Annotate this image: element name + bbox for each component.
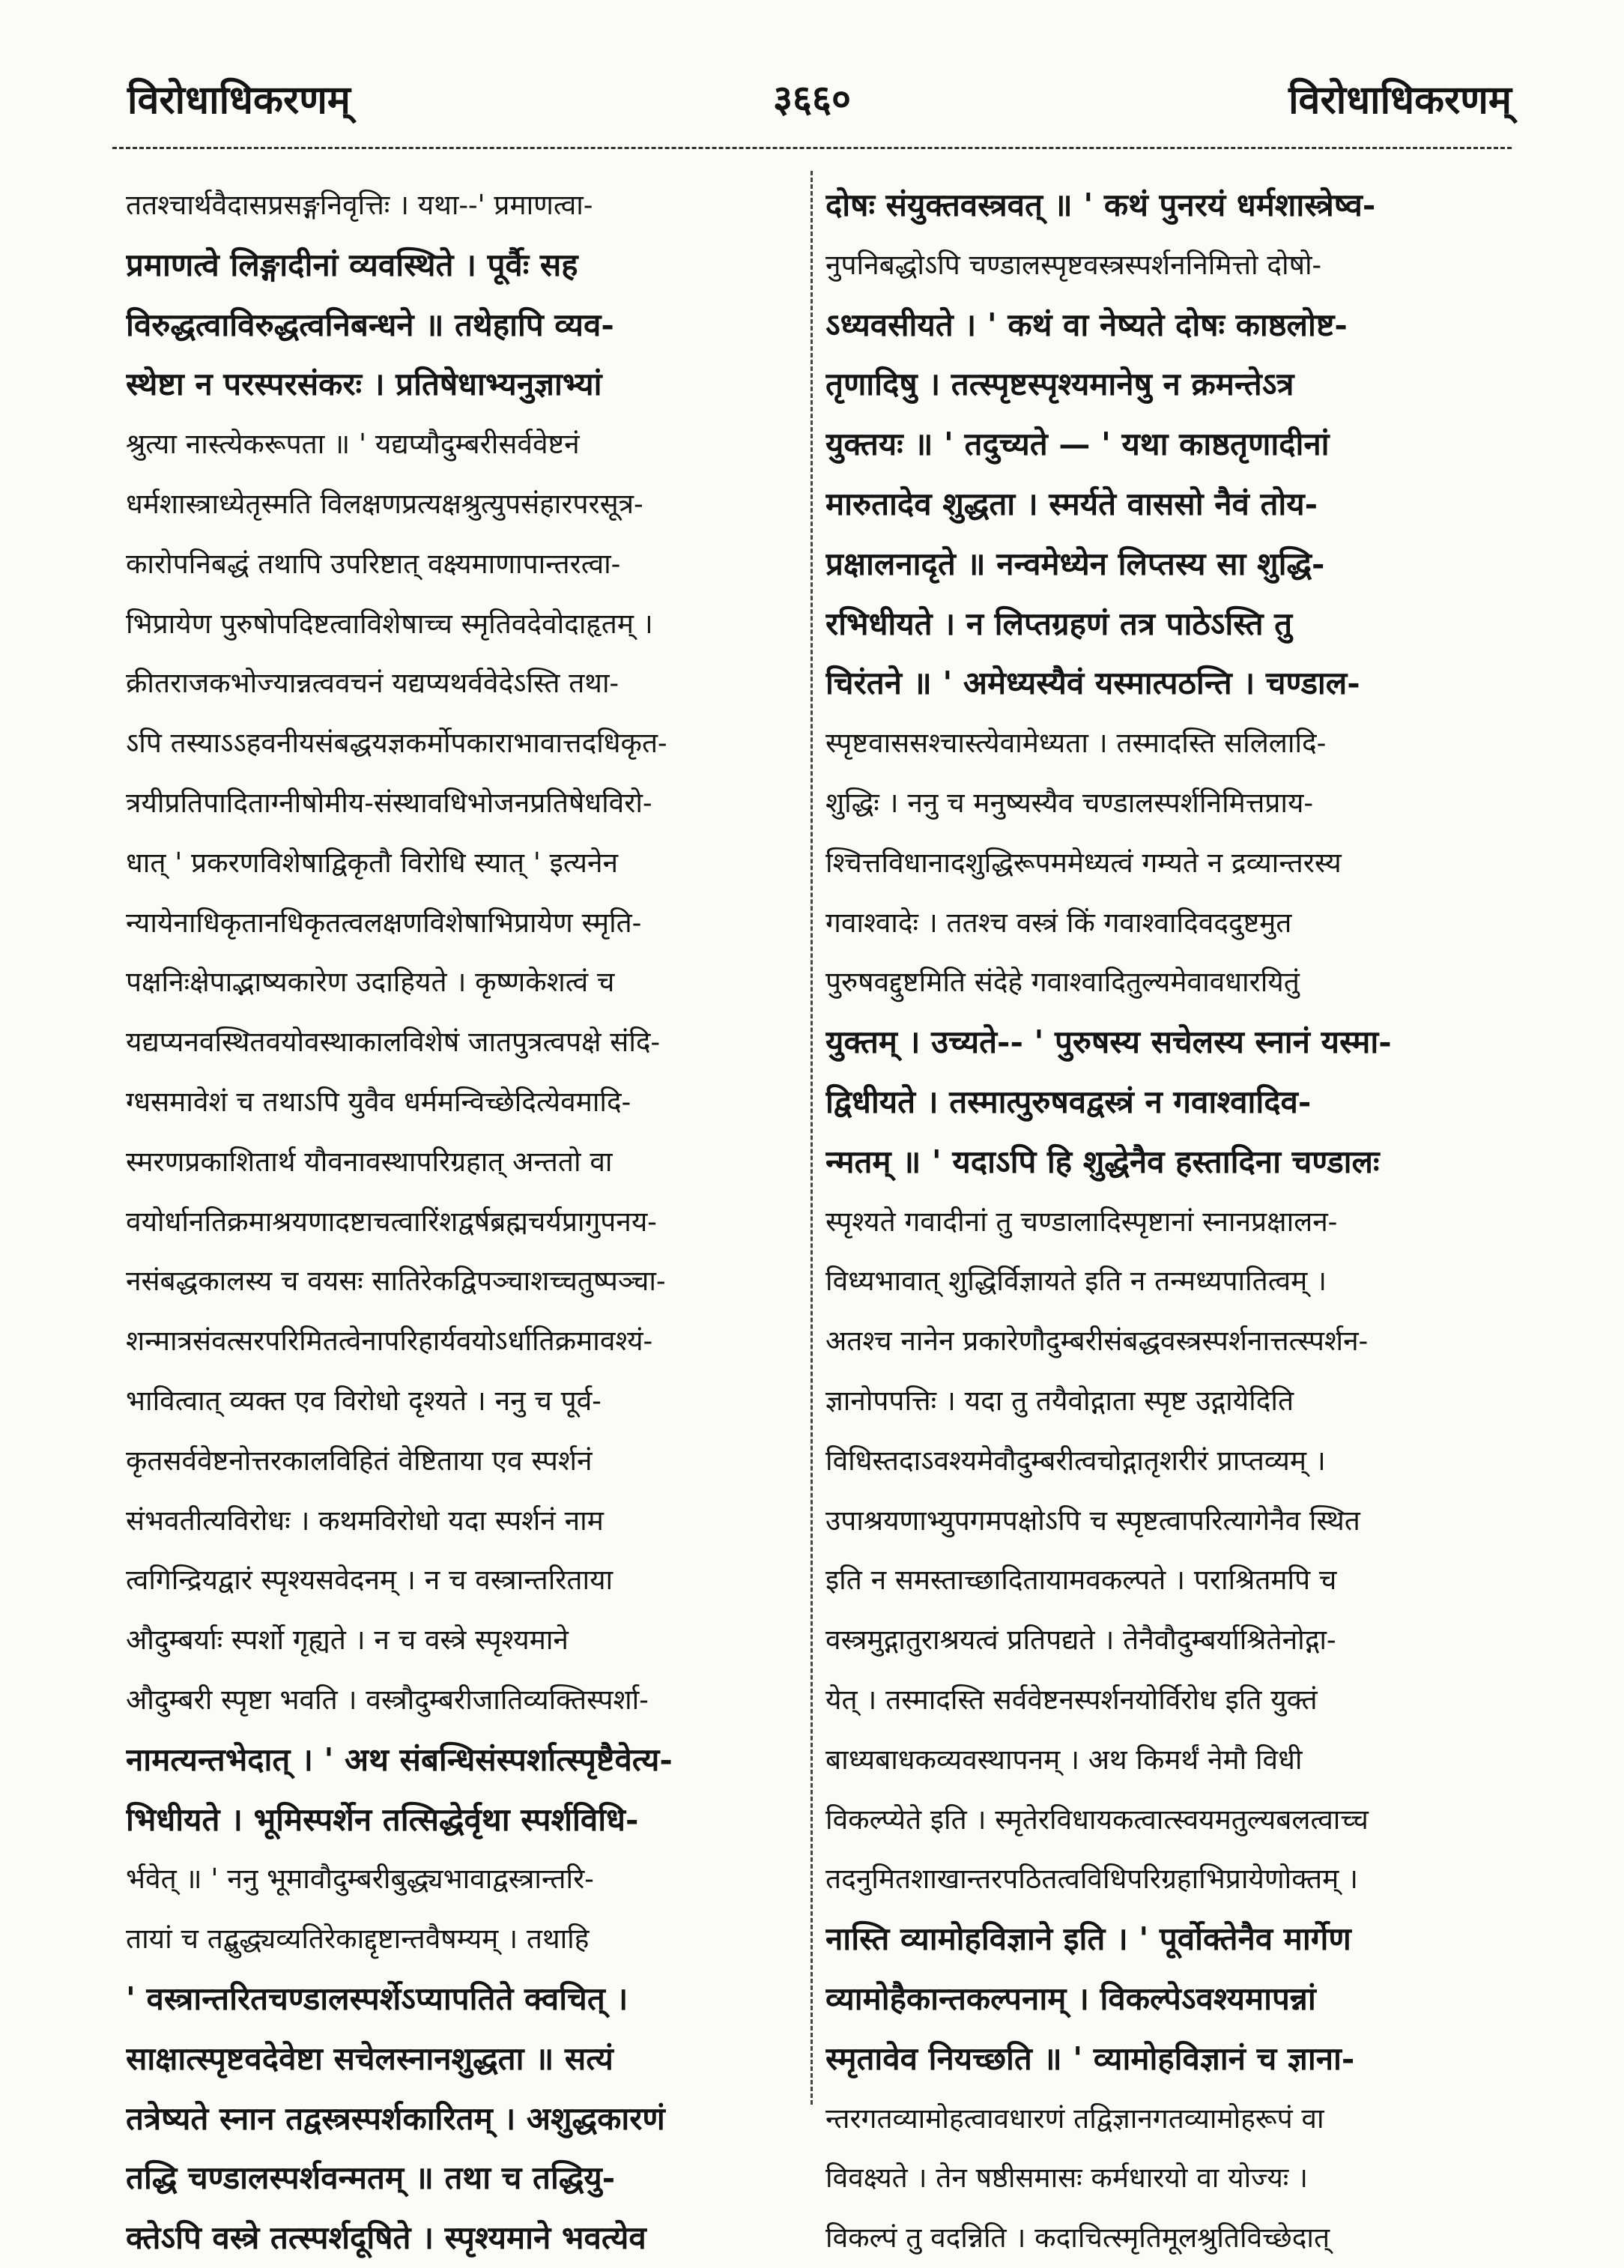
left-column [126,175,793,2268]
text-line: व्यामोहैकान्तकल्पनाम् । विकल्पेऽवश्यमापन्नां [825,1980,1316,2017]
text-line: गवाश्वादेः । ततश्च वस्त्रं किं गवाश्वादिवददुष्टमुत [825,906,1292,939]
text-line: तद्धि चण्डालस्पर्शवन्मतम् ॥ तथा च तद्धियु- [126,2159,616,2197]
header-divider [112,147,1512,149]
text-line: क्रीतराजकभोज्यान्नत्ववचनं यद्यप्यथर्ववेदेऽस्ति तथा- [126,667,619,700]
text-line: भिधीयते । भूमिस्पर्शेन तत्सिद्धेर्वृथा स्पर्शविधि- [126,1800,639,1838]
text-line: र्भवेत् ॥ ' ननु भूमावौदुम्बरीबुद्ध्यभावाद्वस्त्रान्तरि- [126,1863,594,1896]
text-line: प्रमाणत्वे लिङ्गादीनां व्यवस्थिते । पूर्वैः सह [126,246,578,283]
text-line: स्मृतावेव नियच्छति ॥ ' व्यामोहविज्ञानं च ज्ञाना- [825,2039,1355,2077]
text-line: तायां च तद्बुद्ध्यव्यतिरेकाद्दृष्टान्तवैषम्यम् । तथाहि [126,1923,590,1956]
text-line: कृतसर्ववेष्टनोत्तरकालविहितं वेष्टिताया एव स्पर्शनं [126,1444,593,1477]
text-line: विकल्प्येते इति । स्मृतेरविधायकत्वात्स्वयमतुल्यबलत्वाच्च [825,1803,1369,1836]
text-line: संभवतीत्यविरोधः । कथमविरोधो यदा स्पर्शनं नाम [126,1504,604,1537]
text-line: नास्ति व्यामोहविज्ञाने इति । ' पूर्वोक्तेनैव मार्गेण [825,1920,1351,1958]
text-line: दोषः संयुक्तवस्त्रवत् ॥ ' कथं पुनरयं धर्मशास्त्रेष्व- [825,187,1376,223]
text-line: श्रुत्या नास्त्येकरूपता ॥ ' यद्यप्यौदुम्बरीसर्ववेष्टनं [126,428,580,461]
text-line: रभिधीयते । न लिप्तग्रहणं तत्र पाठेऽस्ति तु [825,605,1293,642]
text-line: विकल्पं तु वदन्निति । कदाचित्स्मृतिमूलश्रुतिविच्छेदात् [825,2222,1330,2255]
text-line: भावित्वात् व्यक्त एव विरोधो दृश्यते । ननु च पूर्व- [126,1384,602,1417]
text-line: साक्षात्स्पृष्टवदेवेष्टा सचेलस्नानशुद्धता ॥ सत्यं [126,2039,613,2077]
page-number: ३६६० [773,76,851,121]
text-line: नसंबद्धकालस्य च वयसः सातिरेकद्विपञ्चाशच्चतुष्पञ्चा- [126,1265,666,1298]
text-line: युक्तयः ॥ ' तदुच्यते — ' यथा काष्ठतृणादीनां [825,426,1330,463]
text-line: शुद्धिः । ननु च मनुष्यस्यैव चण्डालस्पर्शनिमित्तप्राय- [825,786,1313,819]
text-line: स्मरणप्रकाशितार्थ यौवनावस्थापरिग्रहात् अन्ततो वा [126,1145,613,1178]
text-line: त्रयीप्रतिपादिताग्नीषोमीय-संस्थावधिभोजनप्रतिषेधविरो- [126,786,652,819]
text-line: चिरंतने ॥ ' अमेध्यस्यैवं यस्मात्पठन्ति । चण्डाल- [825,665,1360,702]
text-line: न्तरगतव्यामोहत्वावधारणं तद्विज्ञानगतव्यामोहरूपं वा [825,2102,1324,2135]
text-line: उपाश्रयणाभ्युपगमपक्षोऽपि च स्पृष्टत्वापरित्यागेनैव स्थित [825,1504,1360,1537]
text-line: धात् ' प्रकरणविशेषाद्विकृतौ विरोधि स्यात् ' इत्यनेन [126,846,619,879]
text-line: स्थेष्टा न परस्परसंकरः । प्रतिषेधाभ्यनुज्ञाभ्यां [126,366,602,403]
text-line: येत् । तस्मादस्ति सर्ववेष्टनस्पर्शनयोर्विरोध इति युक्तं [825,1683,1318,1716]
text-line: पक्षनिःक्षेपाद्भाष्यकारेण उदाहियते । कृष्णकेशत्वं च [126,966,615,999]
text-line: इति न समस्ताच्छादितायामवकल्पते । पराश्रितमपि च [825,1564,1337,1597]
text-line: प्रक्षालनादृते ॥ नन्वमेध्येन लिप्तस्य सा शुद्धि- [825,545,1325,582]
text-line: विरुद्धत्वाविरुद्धत्वनिबन्धने ॥ तथेहापि व्यव- [126,306,614,343]
column-divider [811,171,813,2105]
text-line: औदुम्बरी स्पृष्टा भवति । वस्त्रौदुम्बरीजातिव्यक्तिस्पर्शा- [126,1683,649,1716]
text-line: शन्मात्रसंवत्सरपरिमितत्वेनापरिहार्यवयोऽर्धातिक्रमावश्यं- [126,1325,653,1358]
text-line: त्वगिन्द्रियद्वारं स्पृश्यसवेदनम् । न च वस्त्रान्तरिताया [126,1564,613,1597]
text-line: यद्यप्यनवस्थितवयोवस्थाकालविशेषं जातपुत्रत्वपक्षे संदि- [126,1026,661,1059]
text-line: औदुम्बर्याः स्पर्शो गृह्यते । न च वस्त्रे स्पृश्यमाने [126,1624,569,1657]
text-line: नामत्यन्तभेदात् । ' अथ संबन्धिसंस्पर्शात्स्पृष्टैवेत्य- [126,1741,673,1778]
text-line: ज्ञानोपपत्तिः । यदा तु तयैवोद्गाता स्पृष्ट उद्गायेदिति [825,1384,1294,1417]
text-line: ' वस्त्रान्तरितचण्डालस्पर्शेऽप्यापतिते क्वचित् । [126,1980,628,2017]
text-line: वयोर्धानतिक्रमाश्रयणादष्टाचत्वारिंशद्वर्षब्रह्मचर्यप्रागुपनय- [126,1205,657,1238]
text-line: धर्मशास्त्राध्येतृस्मति विलक्षणप्रत्यक्षश्रुत्युपसंहारपरसूत्र- [126,487,643,520]
text-line: तत्रेष्यते स्नान तद्वस्त्रस्पर्शकारितम् । अशुद्धकारणं [126,2099,665,2137]
text-line: ऽध्यवसीयते । ' कथं वा नेष्यते दोषः काष्ठलोष्ट- [825,306,1348,343]
text-line: पुरुषवद्दुष्टमिति संदेहे गवाश्वादितुल्यमेवावधारयितुं [825,966,1300,999]
text-line: क्तेऽपि वस्त्रे तत्स्पर्शदूषिते । स्पृश्यमाने भवत्येव [126,2219,646,2257]
text-line: स्पृश्यते गवादीनां तु चण्डालादिस्पृष्टानां स्नानप्रक्षालन- [825,1205,1338,1238]
text-line: बाध्यबाधकव्यवस्थापनम् । अथ किमर्थं नेमौ विधी [825,1743,1303,1776]
text-line: ततश्चार्थवैदासप्रसङ्गनिवृत्तिः । यथा--' प्रमाणत्वा- [126,189,593,221]
text-line: भिप्रायेण पुरुषोपदिष्टत्वाविशेषाच्च स्मृतिवदेवोदाहृतम् । [126,607,653,640]
text-line: द्विधीयते । तस्मात्पुरुषवद्वस्त्रं न गवाश्वादिव- [825,1083,1312,1120]
text-line: स्पृष्टवाससश्चास्त्येवामेध्यता । तस्मादस्ति सलिलादि- [825,727,1327,760]
text-line: ऽपि तस्याऽऽहवनीयसंबद्धयज्ञकर्मोपकाराभावात्तदधिकृत- [126,727,667,760]
text-line: ग्धसमावेशं च तथाऽपि युवैव धर्ममन्विच्छेदित्येवमादि- [126,1085,631,1118]
text-line: तृणादिषु । तत्स्पृष्टस्पृश्यमानेषु न क्रमन्तेऽत्र [825,366,1294,403]
text-line: कारोपनिबद्धं तथापि उपरिष्टात् वक्ष्यमाणापान्तरत्वा- [126,547,621,580]
text-line: मारुतादेव शुद्धता । स्मर्यते वाससो नैवं तोय- [825,485,1318,522]
text-line: तदनुमितशाखान्तरपठितत्वविधिपरिग्रहाभिप्रायेणोक्तम् । [825,1863,1359,1896]
text-line: वस्त्रमुद्गातुराश्रयत्वं प्रतिपद्यते । तेनैवौदुम्बर्याश्रितेनोद्गा- [825,1624,1336,1657]
text-line: नुपनिबद्धोऽपि चण्डालस्पृष्टवस्त्रस्पर्शननिमित्तो दोषो- [825,248,1322,281]
text-line: विवक्ष्यते । तेन षष्ठीसमासः कर्मधारयो वा योज्यः । [825,2162,1309,2195]
right-column [825,175,1492,2268]
text-line: न्यायेनाधिकृतानधिकृतत्वलक्षणविशेषाभिप्रायेण स्मृति- [126,906,642,939]
text-line: अतश्च नानेन प्रकारेणौदुम्बरीसंबद्धवस्त्रस्पर्शनात्तत्स्पर्शन- [825,1325,1369,1358]
text-line: न्मतम् ॥ ' यदाऽपि हि शुद्धेनैव हस्तादिना चण्डालः [825,1143,1380,1180]
running-header [112,72,1512,139]
text-line: विधिस्तदाऽवश्यमेवौदुम्बरीत्वचोद्गातृशरीरं प्राप्तव्यम् । [825,1444,1326,1477]
header-right-title: विरोधाधिकरणम् [1288,77,1512,123]
text-line: युक्तम् । उच्यते-- ' पुरुषस्य सचेलस्य स्नानं यस्मा- [825,1023,1392,1061]
header-left-title: विरोधाधिकरणम् [127,77,351,123]
text-line: विध्यभावात् शुद्धिर्विज्ञायते इति न तन्मध्यपातित्वम् । [825,1265,1327,1298]
text-line: श्चित्तविधानादशुद्धिरूपममेध्यत्वं गम्यते न द्रव्यान्तरस्य [825,846,1342,879]
